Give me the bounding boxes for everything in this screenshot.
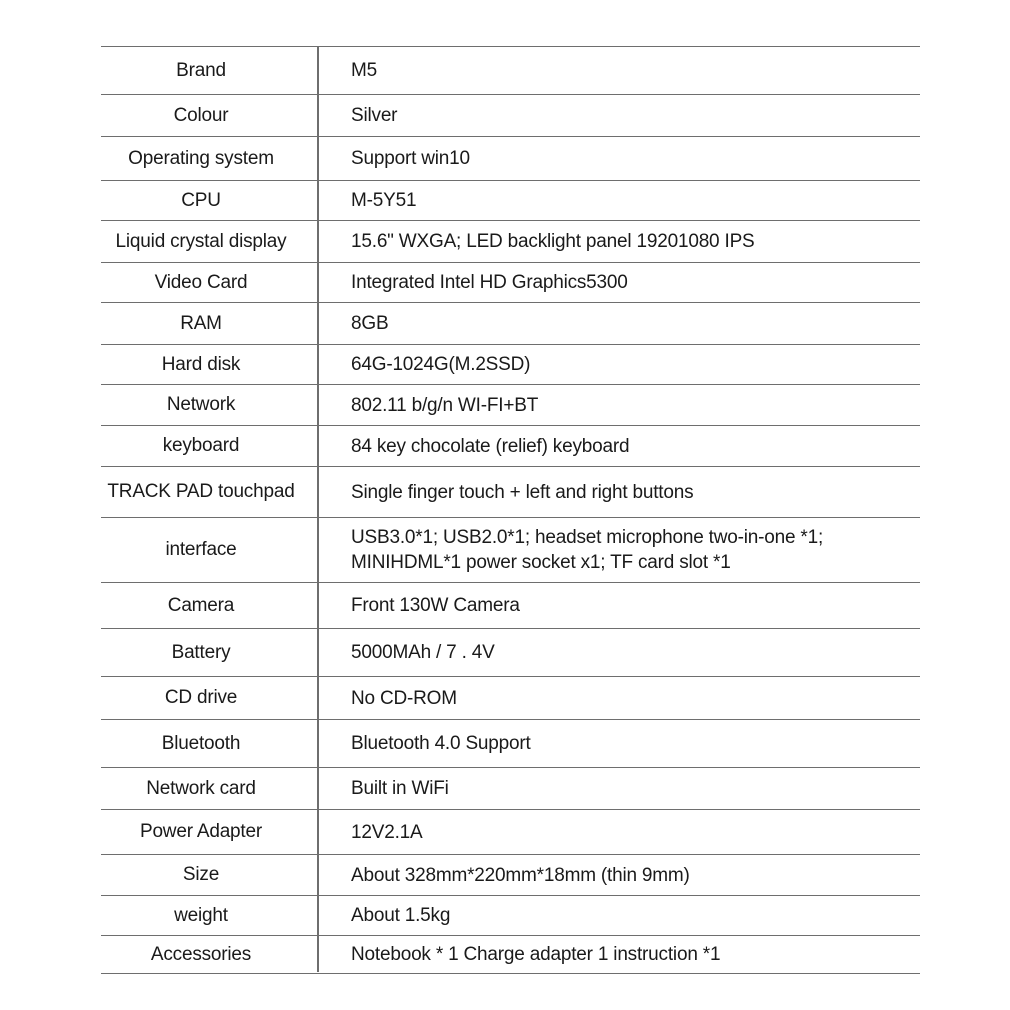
spec-label: Network — [166, 394, 236, 415]
spec-row-network-card — [101, 768, 920, 810]
column-divider — [317, 46, 319, 972]
spec-label: TRACK PAD touchpad — [107, 481, 295, 502]
spec-row-cd-drive — [101, 677, 920, 720]
spec-row-operating-system — [101, 137, 920, 181]
spec-row-brand — [101, 47, 920, 95]
spec-label: CPU — [181, 189, 221, 211]
spec-value: 12V2.1A — [351, 821, 423, 843]
spec-label: RAM — [180, 312, 222, 334]
spec-row-colour — [101, 95, 920, 137]
spec-label: Video Card — [154, 271, 248, 293]
spec-row-ram — [101, 303, 920, 345]
spec-row-cpu — [101, 181, 920, 221]
spec-label: Accessories — [150, 943, 252, 965]
spec-value: USB3.0*1; USB2.0*1; headset microphone two-in-one *1; MINIHDML*1 power socket x1; TF card slot *1 — [351, 527, 824, 573]
spec-row-weight — [101, 896, 920, 936]
spec-row-track-pad — [101, 467, 920, 518]
spec-row-hard-disk — [101, 345, 920, 385]
spec-label: Brand — [176, 59, 226, 81]
spec-row-liquid-crystal-display — [101, 221, 920, 263]
spec-row-interface — [101, 518, 920, 583]
spec-label: CD drive — [164, 687, 238, 708]
spec-value: 5000MAh / 7 . 4V — [351, 642, 495, 663]
spec-row-video-card — [101, 263, 920, 303]
spec-value: 802.11 b/g/n WI-FI+BT — [351, 394, 539, 416]
spec-label: Hard disk — [161, 353, 241, 375]
spec-label: Colour — [173, 104, 229, 126]
spec-value: M5 — [351, 60, 377, 81]
spec-row-accessories — [101, 936, 920, 974]
spec-row-size — [101, 855, 920, 896]
spec-value: Built in WiFi — [351, 778, 449, 799]
spec-label: Network card — [146, 777, 256, 799]
spec-value: Single finger touch + left and right buttons — [351, 481, 694, 503]
spec-value: Notebook * 1 Charge adapter 1 instruction *1 — [351, 944, 721, 965]
spec-value: 8GB — [351, 313, 389, 334]
spec-value: 15.6" WXGA; LED backlight panel 19201080 IPS — [351, 231, 755, 252]
spec-label: Bluetooth — [161, 732, 241, 754]
spec-label: Camera — [167, 594, 235, 616]
spec-row-battery — [101, 629, 920, 677]
spec-value: About 328mm*220mm*18mm (thin 9mm) — [351, 864, 690, 886]
spec-table — [101, 46, 920, 974]
spec-value: Bluetooth 4.0 Support — [351, 733, 531, 754]
spec-value: About 1.5kg — [351, 905, 451, 926]
spec-value: Silver — [351, 105, 398, 126]
spec-label: Battery — [171, 641, 231, 663]
spec-value: Integrated Intel HD Graphics5300 — [351, 272, 628, 293]
spec-value: Front 130W Camera — [351, 595, 520, 616]
spec-label: interface — [165, 539, 237, 560]
spec-value: Support win10 — [351, 148, 470, 169]
spec-row-bluetooth — [101, 720, 920, 768]
spec-label: Size — [182, 864, 220, 885]
spec-label: Operating system — [128, 147, 274, 169]
spec-label: Liquid crystal display — [115, 230, 287, 252]
spec-row-keyboard — [101, 426, 920, 467]
spec-value: No CD-ROM — [351, 687, 457, 709]
spec-row-power-adapter — [101, 810, 920, 855]
spec-label: keyboard — [162, 435, 240, 456]
spec-label: weight — [174, 904, 228, 926]
spec-row-camera — [101, 583, 920, 629]
spec-row-network — [101, 385, 920, 426]
spec-value: 84 key chocolate (relief) keyboard — [351, 435, 630, 457]
spec-label: Power Adapter — [139, 821, 263, 842]
spec-value: M-5Y51 — [351, 190, 417, 211]
spec-value: 64G-1024G(M.2SSD) — [351, 354, 531, 375]
